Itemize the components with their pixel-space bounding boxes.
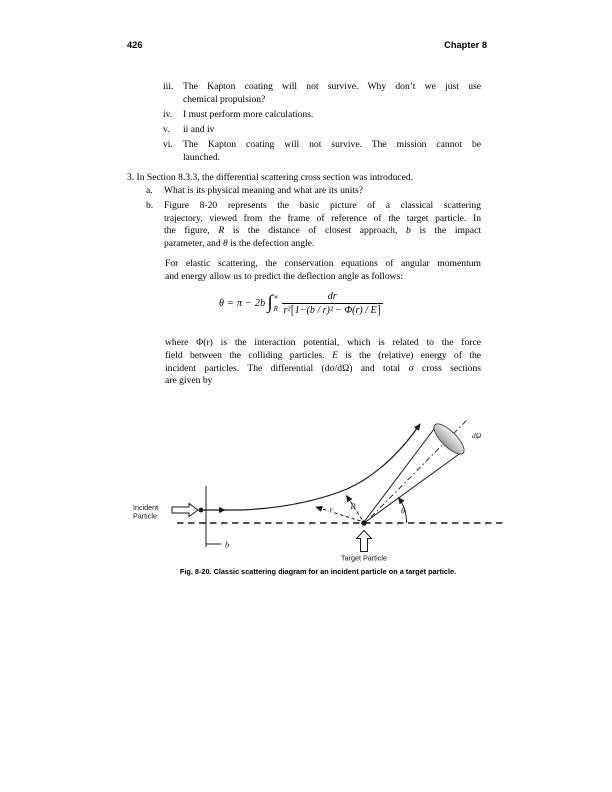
close-bracket: ]: [377, 303, 381, 318]
incident-block-arrow-icon: [172, 504, 198, 517]
list-marker: iii.: [163, 81, 174, 92]
solid-angle-label: dΩ: [472, 431, 482, 440]
detector-disk-group: [430, 420, 469, 459]
denominator-prefix: r²: [283, 305, 291, 316]
subitem-text: Figure 8-20 represents the basic picture of a classical scattering trajectory, viewed from the frame of reference of the target particle. In the figure, R is the distance of closest approach, b is the impact parameter, and θ is the defection angle.: [164, 199, 482, 250]
question-3: [127, 172, 481, 251]
target-block-arrow-icon: [357, 531, 372, 552]
list-item-text: ii and iv: [183, 123, 215, 135]
list-item-text: The Kapton coating will not survive. Why don’t we just use chemical propulsion?: [183, 81, 481, 105]
question-marker: 3.: [127, 172, 135, 183]
list-item-iii: [127, 81, 481, 107]
incident-particle-dot: [199, 508, 204, 513]
figure-caption: Fig. 8-20. Classic scattering diagram for an incident particle on a target particle.: [179, 567, 457, 576]
subitem-marker: b.: [146, 199, 154, 211]
subitem-a: [127, 185, 481, 198]
integral-upper-bound: ∞: [273, 294, 279, 301]
denominator-core: 1−(b / r)² − Φ(r) / E: [294, 305, 377, 316]
paragraph-where: where Φ(r) is the interaction potential, which is related to the force field between the colliding particles. E is the (relative) energy of the incident particles. The differential (dσ/dΩ) and total σ cross sections are given by: [165, 337, 481, 387]
paragraph-elastic: For elastic scattering, the conservation equations of angular momentum and energy allow us to predict the deflection angle as follows:: [165, 258, 481, 282]
list-item-iv: [127, 109, 481, 122]
open-bracket: [: [290, 303, 295, 318]
radius-label: r: [329, 505, 333, 515]
subitem-b: [127, 200, 481, 251]
target-particle-label: Target Particle: [341, 553, 387, 563]
closest-approach-label: R: [350, 502, 356, 511]
incident-particle-label-line2: Particle: [133, 511, 157, 521]
trajectory-path: [203, 424, 420, 510]
subitem-text: What is its physical meaning and what are its units?: [164, 185, 364, 197]
integral-sign: ∫: [267, 292, 273, 313]
fraction: [282, 291, 383, 316]
integral-bounds: [274, 294, 279, 313]
question-text: In Section 8.3.3, the differential scattering cross section was introduced.: [136, 172, 414, 183]
trajectory-direction-arrowhead-icon: [219, 507, 226, 513]
roman-list: [127, 81, 481, 167]
chapter-header: Chapter 8: [444, 40, 487, 50]
equation-lhs: θ = π − 2b: [219, 298, 266, 309]
list-item-vi: [127, 139, 481, 165]
list-marker: vi.: [163, 138, 173, 150]
solid-angle-disk: [430, 420, 469, 459]
integral-lower-bound: R: [273, 306, 278, 313]
subitem-marker: a.: [146, 185, 153, 197]
fraction-numerator: dr: [327, 291, 337, 302]
fraction-denominator: [282, 303, 383, 316]
question-3-main: [127, 172, 481, 185]
list-item-v: [127, 124, 481, 137]
theta-label: θ: [401, 506, 406, 516]
list-item-text: I must perform more calculations.: [183, 108, 314, 120]
deflection-angle-equation: [219, 291, 383, 316]
page-number: 426: [127, 40, 143, 50]
target-particle-dot: [361, 520, 366, 525]
incident-particle-label-line1: Incident: [133, 503, 159, 512]
scattering-diagram: [100, 410, 512, 568]
list-marker: iv.: [163, 108, 173, 120]
list-marker: v.: [163, 123, 170, 135]
impact-parameter-label: b: [225, 540, 230, 550]
list-item-text: The Kapton coating will not survive. The mission cannot be launched.: [183, 138, 481, 163]
